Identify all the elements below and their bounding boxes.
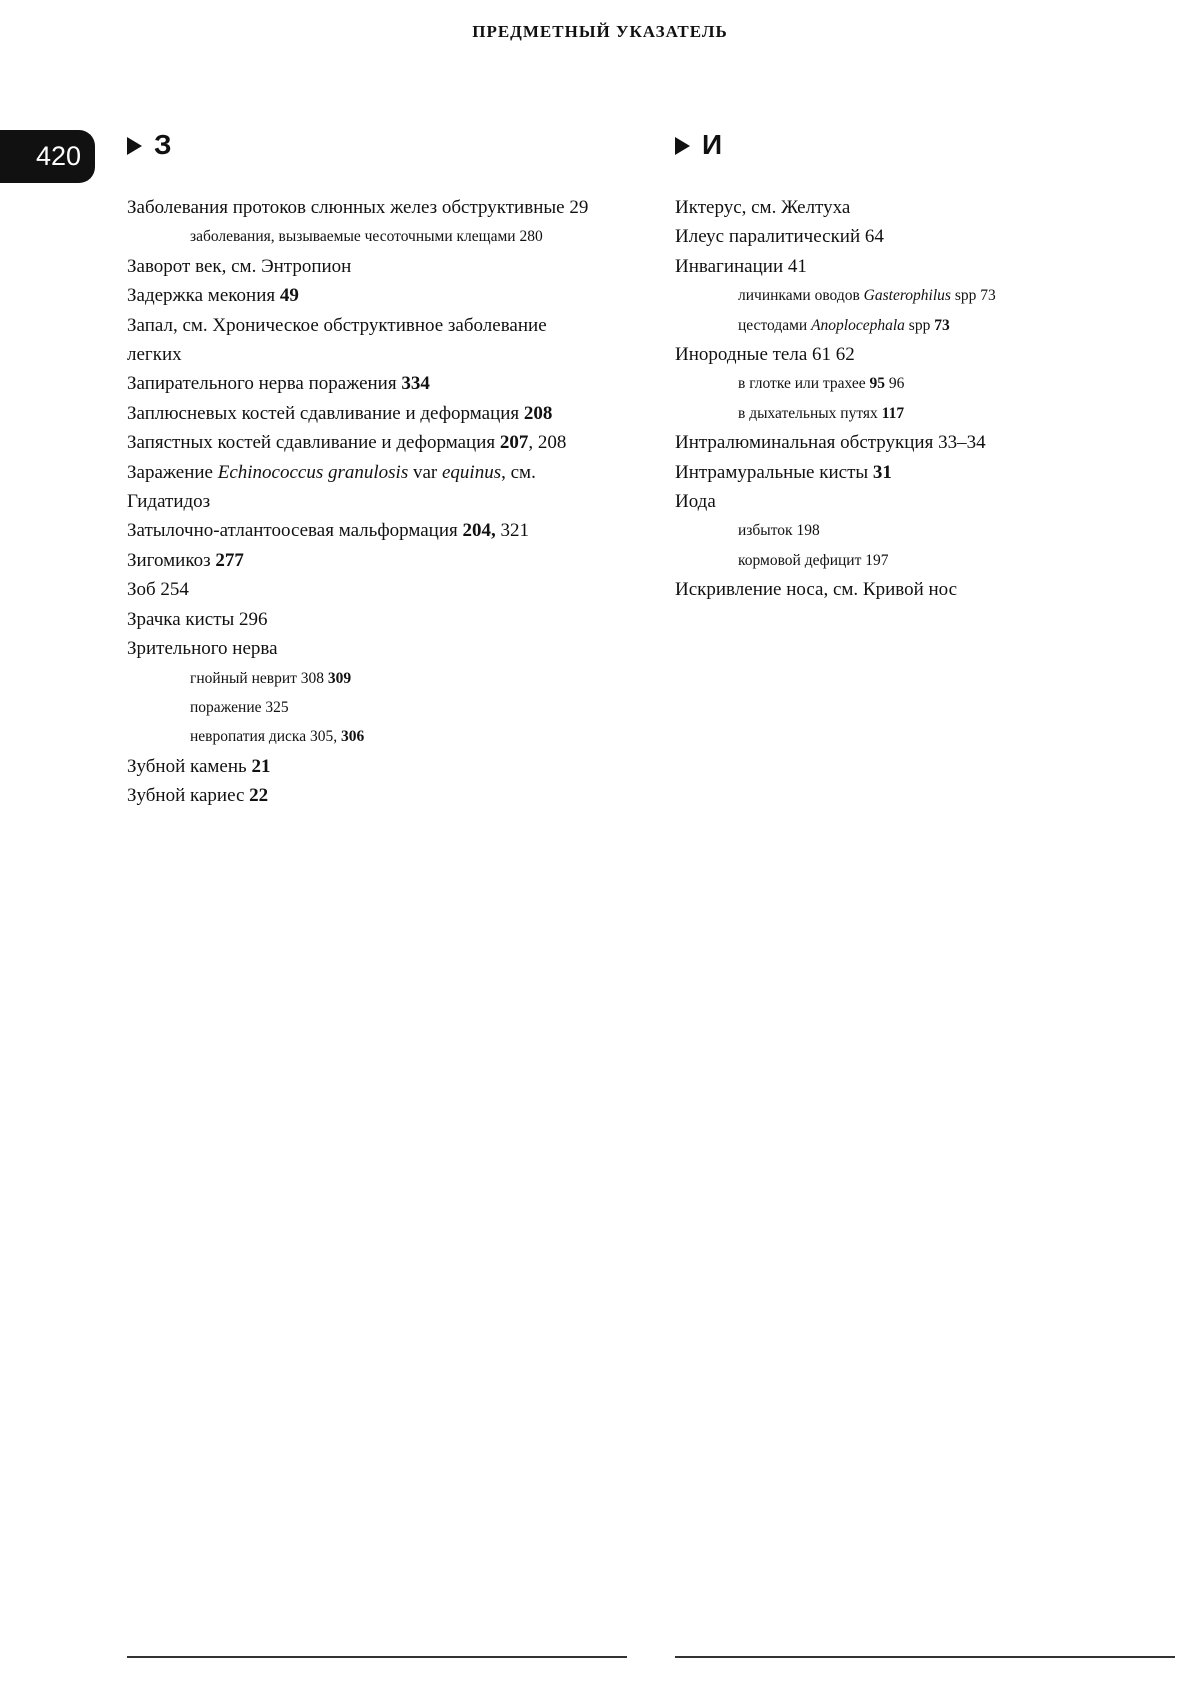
index-subentry <box>127 664 627 693</box>
italic-term: Echinococcus granulosis <box>217 461 409 483</box>
index-entry <box>127 281 627 310</box>
section-heading-i <box>675 125 1175 165</box>
entry-text: Инвагинации 41 <box>675 255 807 277</box>
index-entry <box>127 634 627 663</box>
page-ref-bold: 309 <box>327 669 352 687</box>
entry-text: Иода <box>675 491 716 513</box>
entry-text: 321 <box>495 520 530 542</box>
page-ref-bold: 277 <box>215 549 244 571</box>
page-ref-bold: 95 <box>869 375 886 393</box>
index-entry <box>675 428 1175 457</box>
index-entry <box>675 193 1175 222</box>
page-ref-bold: 208 <box>523 402 553 424</box>
entry-text: spp <box>904 316 935 334</box>
page-ref-bold: 117 <box>881 404 905 422</box>
page-ref-bold: 204, <box>462 520 496 542</box>
index-entry <box>127 428 627 457</box>
entry-text: 96 <box>885 375 905 393</box>
entry-text: Интралюминальная обструкция 33–34 <box>675 432 986 454</box>
entry-text: поражение 325 <box>190 698 289 716</box>
entry-text: Зоб 254 <box>127 579 189 601</box>
index-entry <box>127 752 627 781</box>
index-entry <box>675 458 1175 487</box>
index-subentry <box>675 281 1175 310</box>
entry-text: Инородные тела 61 62 <box>675 344 855 366</box>
page-ref-bold: 306 <box>340 728 365 746</box>
entry-text: цестодами <box>738 316 812 334</box>
italic-term: Gasterophilus <box>863 287 951 305</box>
page-number-tab: 420 <box>0 130 95 183</box>
index-column-z <box>127 125 627 811</box>
entry-text: Заражение <box>127 461 218 483</box>
entry-text: var <box>408 461 442 483</box>
index-column-i <box>675 125 1175 605</box>
index-entry <box>127 399 627 428</box>
index-subentry <box>127 693 627 722</box>
page-ref-bold: 49 <box>279 285 299 307</box>
index-entry <box>675 487 1175 516</box>
entry-text: Иктерус, см. Желтуха <box>675 197 851 218</box>
index-entry <box>127 487 627 516</box>
entry-text: Зрительного нерва <box>127 638 278 660</box>
index-subentry <box>675 369 1175 398</box>
index-entry-list <box>675 193 1175 605</box>
entry-text: Зрачка кисты 296 <box>127 608 268 630</box>
index-subentry <box>127 222 627 251</box>
page-ref-bold: 334 <box>401 373 430 395</box>
section-letter: И <box>702 129 723 160</box>
entry-text: Заворот век, см. Энтропион <box>127 255 352 277</box>
index-entry <box>127 575 627 604</box>
entry-text: Зубной кариес <box>127 785 250 807</box>
entry-text: Интрамуральные кисты <box>675 461 873 483</box>
index-entry <box>127 252 627 281</box>
italic-term: Anoplocephala <box>811 316 905 334</box>
running-head: ПРЕДМЕТНЫЙ УКАЗАТЕЛЬ <box>472 22 728 41</box>
entry-text: Заплюсневых костей сдавливание и деформация <box>127 402 524 424</box>
entry-text: , 208 <box>528 432 567 454</box>
index-entry <box>127 546 627 575</box>
entry-text: Заболевания протоков слюнных желез обструктивные 29 <box>127 197 589 218</box>
index-subentry <box>675 399 1175 428</box>
index-entry <box>127 340 627 369</box>
entry-text: гнойный неврит 308 <box>190 669 328 687</box>
italic-term: equinus <box>442 461 502 483</box>
index-entry <box>127 605 627 634</box>
entry-text: Затылочно-атлантоосевая мальформация <box>127 520 463 542</box>
index-subentry <box>675 546 1175 575</box>
entry-text: легких <box>127 344 182 366</box>
section-letter: З <box>154 129 172 160</box>
index-entry <box>127 311 627 340</box>
index-entry <box>127 369 627 398</box>
index-entry <box>127 516 627 545</box>
entry-text: заболевания, вызываемые чесоточными клещами 280 <box>190 228 543 246</box>
index-entry <box>675 340 1175 369</box>
entry-text: Запал, см. Хроническое обструктивное заболевание <box>127 314 547 336</box>
index-entry <box>675 575 1175 604</box>
footer-rule-left <box>127 1656 627 1658</box>
entry-text: Запястных костей сдавливание и деформация <box>127 432 500 454</box>
entry-text: личинками оводов <box>738 287 864 305</box>
entry-text: Гидатидоз <box>127 491 211 513</box>
entry-text: в глотке или трахее <box>738 375 870 393</box>
index-subentry <box>675 311 1175 340</box>
entry-text: Зубной камень <box>127 755 252 777</box>
entry-text: Запирательного нерва поражения <box>127 373 402 395</box>
page-ref-bold: 207 <box>499 432 529 454</box>
index-entry <box>127 193 627 222</box>
entry-text: избыток 198 <box>738 522 820 540</box>
entry-text: кормовой дефицит 197 <box>738 551 889 569</box>
triangle-arrow-icon <box>675 137 690 155</box>
triangle-arrow-icon <box>127 137 142 155</box>
index-entry <box>675 222 1175 251</box>
section-heading-z <box>127 125 627 165</box>
page-ref-bold: 31 <box>872 461 892 483</box>
entry-text: невропатия диска 305, <box>190 728 341 746</box>
entry-text: Искривление носа, см. Кривой нос <box>675 579 958 601</box>
index-entry <box>127 458 627 487</box>
entry-text: Зигомикоз <box>127 549 216 571</box>
index-entry <box>127 781 627 810</box>
page-ref-bold: 73 <box>934 316 950 334</box>
entry-text: Илеус паралитический 64 <box>675 226 884 248</box>
index-subentry <box>675 516 1175 545</box>
page-ref-bold: 22 <box>249 785 269 807</box>
entry-text: , см. <box>501 461 536 483</box>
entry-text: spp 73 <box>950 287 996 305</box>
index-entry-list <box>127 193 627 811</box>
footer-rule-right <box>675 1656 1175 1658</box>
entry-text: в дыхательных путях <box>738 404 882 422</box>
entry-text: Задержка мекония <box>127 285 280 307</box>
index-entry <box>675 252 1175 281</box>
index-subentry <box>127 722 627 751</box>
page-ref-bold: 21 <box>251 755 271 777</box>
